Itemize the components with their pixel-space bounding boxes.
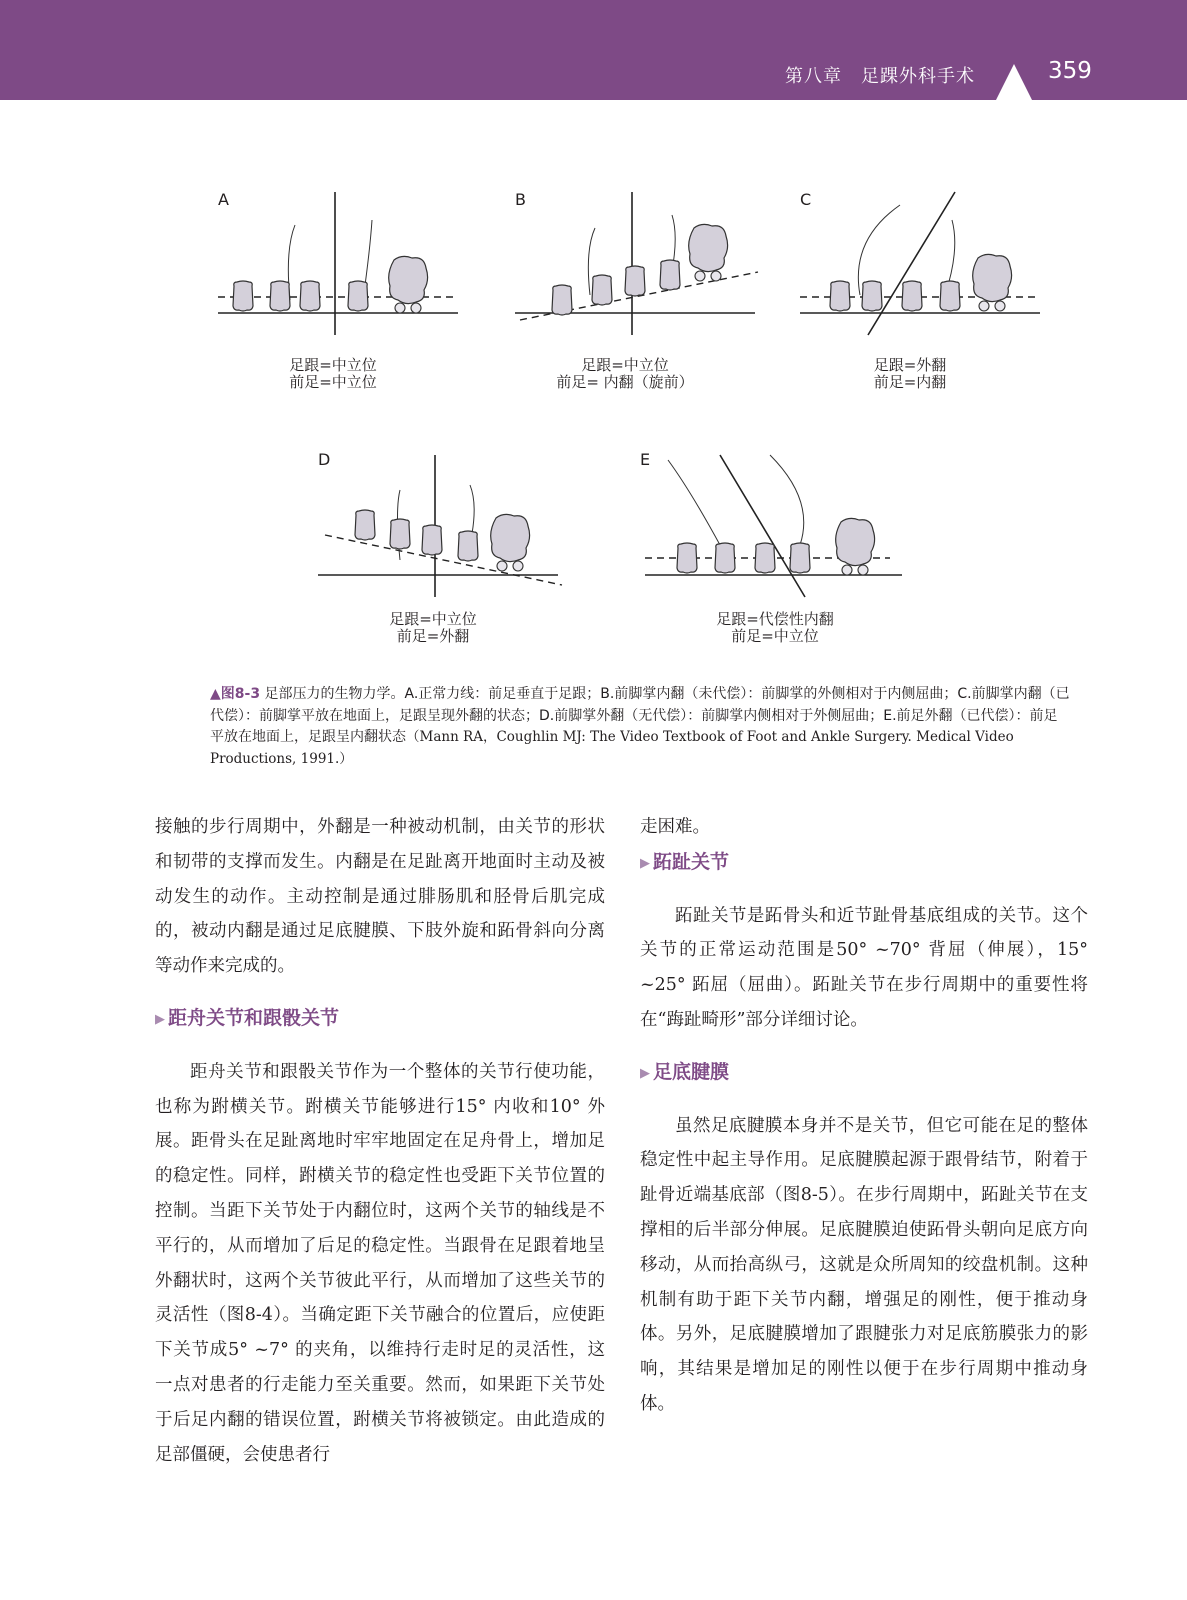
caption-reference: （Mann RA，Coughlin MJ: The Video Textbook of Foot and Ankle Surgery. Medical Video Productions, 1991.） — [210, 729, 1014, 767]
figure-8-3-drawing — [0, 0, 1187, 680]
chapter-title: 第八章 足踝外科手术 — [785, 66, 975, 87]
panel-a-label-heel: 足跟=中立位 — [289, 356, 377, 374]
heading-text: 足底腱膜 — [653, 1060, 730, 1083]
right-paragraph-2: 虽然足底腱膜本身并不是关节，但它可能在足的整体稳定性中起主导作用。足底腱膜起源于跟骨结节，附着于趾骨近端基底部（图8-5）。在步行周期中，跖趾关节在支撑相的后半部分伸展。足底腱膜迫使跖骨头朝向足底方向移动，从而抬高纵弓，这就是众所周知的绞盘机制。这种机制有助于距下关节内翻，增强足的刚性，便于推动身体。另外，足底腱膜增加了跟腱张力对足底筋膜张力的影响，其结果是增加足的刚性以便于在步行周期中推动身体。 — [640, 1115, 1088, 1414]
panel-b-letter: B — [515, 190, 526, 209]
panel-d-letter: D — [318, 450, 331, 469]
panel-c — [800, 190, 1040, 335]
panel-c-letter: C — [800, 190, 812, 209]
panel-e-letter: E — [640, 450, 651, 469]
right-column — [640, 810, 1088, 1422]
heading-talonavicular-calcaneocuboid — [155, 1001, 605, 1038]
heading-triangle-icon: ▶ — [155, 1011, 165, 1027]
heading-plantar-fascia — [640, 1055, 1088, 1092]
panel-e — [640, 450, 902, 597]
right-paragraph-0: 走困难。 — [640, 817, 710, 837]
figure-caption — [210, 684, 1070, 770]
panel-e-label-heel: 足跟=代偿性内翻 — [716, 610, 834, 628]
panel-d-label — [313, 611, 553, 645]
panel-b-label — [505, 357, 745, 391]
left-paragraph-2: 距舟关节和跟骰关节作为一个整体的关节行使功能，也称为跗横关节。跗横关节能够进行15° 内收和10° 外展。距骨头在足趾离地时牢牢地固定在足舟骨上，增加足的稳定性。同样，跗横关节的稳定性也受距下关节位置的控制。当距下关节处于内翻位时，这两个关节的轴线是不平行的，从而增加了后足的稳定性。当跟骨在足跟着地呈外翻状时，这两个关节彼此平行，从而增加了这些关节的灵活性（图8-4）。当确定距下关节融合的位置后，应使距下关节成5° ~7° 的夹角，以维持行走时足的灵活性，这一点对患者的行走能力至关重要。然而，如果距下关节处于后足内翻的错误位置，跗横关节将被锁定。由此造成的足部僵硬，会使患者行 — [155, 1061, 605, 1465]
panel-d-label-forefoot: 前足=外翻 — [396, 627, 470, 645]
panel-d — [318, 450, 562, 597]
panel-b-label-heel: 足跟=中立位 — [581, 356, 669, 374]
panel-a-label — [213, 357, 453, 391]
heading-triangle-icon: ▶ — [640, 1065, 650, 1081]
heading-text: 跖趾关节 — [653, 850, 730, 873]
heading-triangle-icon: ▶ — [640, 855, 650, 871]
panel-c-label-forefoot: 前足=内翻 — [873, 373, 947, 391]
panel-a — [218, 190, 458, 335]
left-column — [155, 810, 605, 1472]
page-number: 359 — [1048, 58, 1092, 84]
panel-c-label-heel: 足跟=外翻 — [873, 356, 947, 374]
panel-b — [515, 190, 758, 335]
panel-e-label-forefoot: 前足=中立位 — [731, 627, 819, 645]
panel-b-label-forefoot: 前足= 内翻（旋前） — [556, 373, 694, 391]
panel-a-label-forefoot: 前足=中立位 — [289, 373, 377, 391]
caption-text: 足部压力的生物力学。A.正常力线：前足垂直于足跟；B.前脚掌内翻（未代偿）：前脚掌的外侧相对于内侧屈曲；C.前脚掌内翻（已代偿）：前脚掌平放在地面上，足跟呈现外翻的状态；D.前脚掌外翻（无代偿）：前脚掌内侧相对于外侧屈曲；E.前足外翻（已代偿）：前足平放在地面上，足跟呈内翻状态 — [210, 686, 1070, 745]
panel-a-letter: A — [218, 190, 229, 209]
panel-e-label — [655, 611, 895, 645]
right-paragraph-1: 跖趾关节是跖骨头和近节趾骨基底组成的关节。这个关节的正常运动范围是50° ~70° 背屈（伸展），15° ~25° 跖屈（屈曲）。跖趾关节在步行周期中的重要性将在“踇趾畸形”部分详细讨论。 — [640, 905, 1088, 1030]
left-paragraph-1: 接触的步行周期中，外翻是一种被动机制，由关节的形状和韧带的支撑而发生。内翻是在足趾离开地面时主动及被动发生的动作。主动控制是通过腓肠肌和胫骨后肌完成的，被动内翻是通过足底腱膜、下肢外旋和跖骨斜向分离等动作来完成的。 — [155, 817, 605, 977]
panel-d-label-heel: 足跟=中立位 — [389, 610, 477, 628]
panel-c-label — [790, 357, 1030, 391]
heading-text: 距舟关节和跟骰关节 — [168, 1006, 340, 1029]
heading-mtp-joint — [640, 845, 1088, 882]
caption-number: ▲图8-3 — [210, 686, 261, 702]
